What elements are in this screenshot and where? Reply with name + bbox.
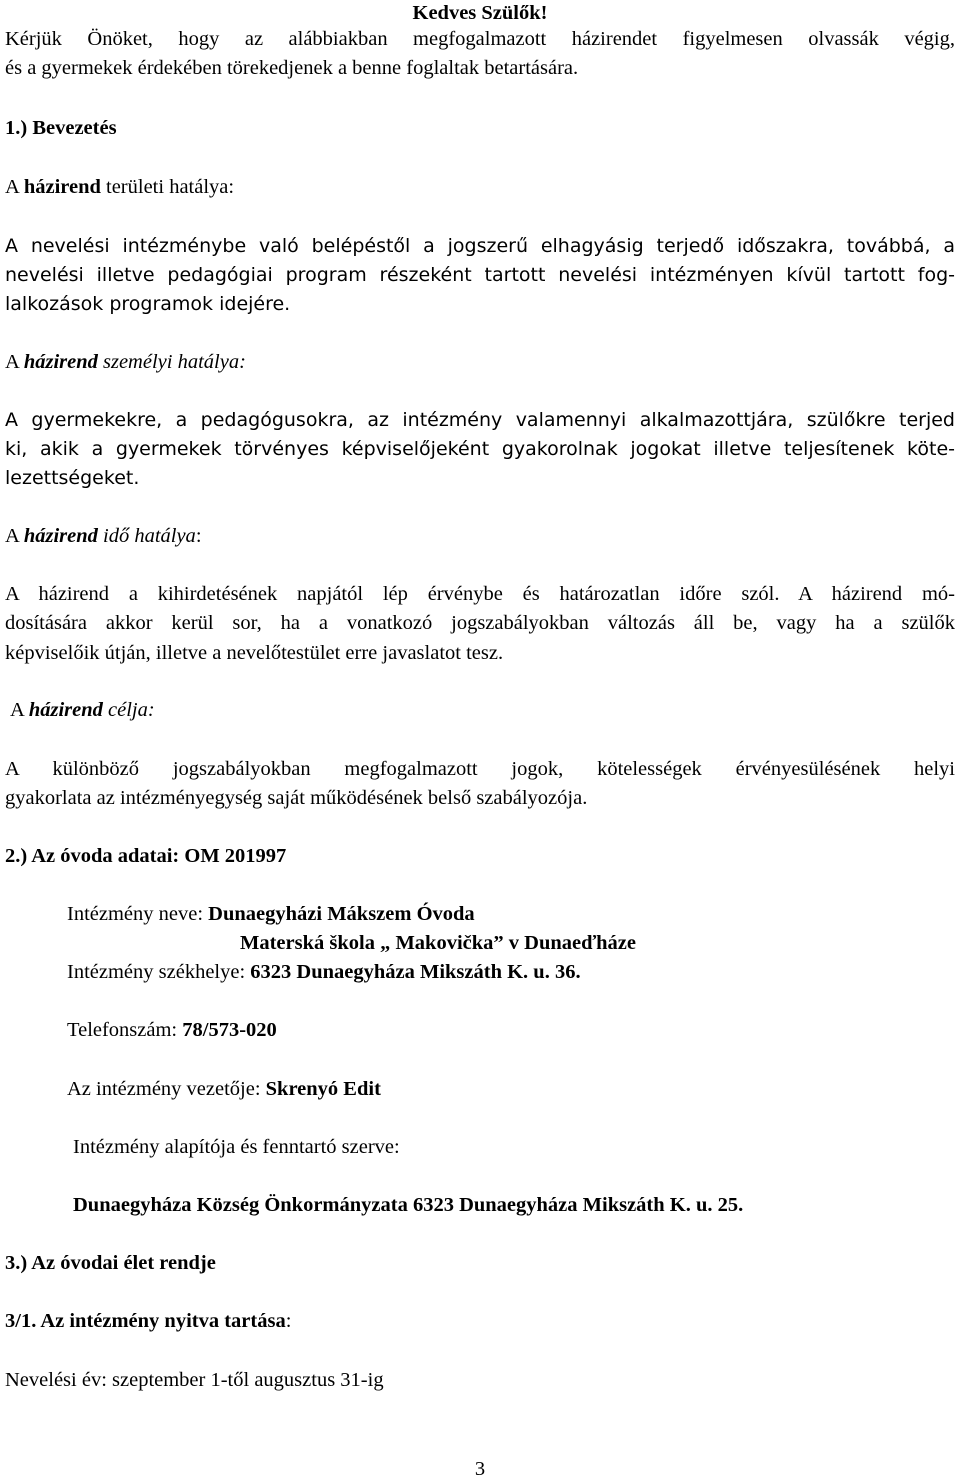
goal-line-2: gyakorlata az intézményegység saját működésének belső szabályozója. — [5, 787, 588, 809]
intro-line-1: Kérjük Önöket, hogy az alábbiakban megfogalmazott házirendet figyelmesen olvassák végig, — [5, 28, 955, 50]
opening-hours-heading: 3/1. Az intézmény nyitva tartása: — [5, 1310, 292, 1332]
territorial-scope-line-1: A nevelési intézménybe való belépéstől a jogszerű elhagyásig terjedő időszakra, továbbá, a — [5, 235, 955, 257]
personal-scope-line-1: A gyermekekre, a pedagógusokra, az intézmény valamennyi alkalmazottjára, szülőkre terjed — [5, 409, 955, 431]
section-1-heading: 1.) Bevezetés — [5, 117, 117, 139]
phone-row: Telefonszám: 78/573-020 — [67, 1019, 277, 1041]
personal-scope-label: A házirend személyi hatálya: — [5, 351, 246, 373]
goal-label: A házirend célja: — [10, 699, 155, 721]
goal-line-1: A különböző jogszabályokban megfogalmazott jogok, kötelességek érvényesülésének helyi — [5, 758, 955, 780]
founder-label: Intézmény alapítója és fenntartó szerve: — [73, 1136, 400, 1158]
territorial-scope-label: A házirend területi hatálya: — [5, 176, 235, 198]
greeting: Kedves Szülők! — [412, 2, 548, 24]
section-3-heading: 3.) Az óvodai élet rendje — [5, 1252, 216, 1274]
founder-value: Dunaegyháza Község Önkormányzata 6323 Dunaegyháza Mikszáth K. u. 25. — [73, 1194, 744, 1216]
institution-seat-row: Intézmény székhelye: 6323 Dunaegyháza Mikszáth K. u. 36. — [67, 961, 581, 983]
educational-year-line: Nevelési év: szeptember 1-től augusztus 31-ig — [5, 1369, 384, 1391]
territorial-scope-line-3: lalkozások programok idejére. — [5, 293, 291, 315]
territorial-scope-line-2: nevelési illetve pedagógiai program részeként tartott nevelési intézményen kívül tartott fog- — [5, 264, 955, 286]
intro-line-2: és a gyermekek érdekében törekedjenek a benne foglaltak betartására. — [5, 57, 579, 79]
time-scope-line-1: A házirend a kihirdetésének napjától lép érvénybe és határozatlan időre szól. A házirend mó- — [5, 583, 955, 605]
head-row: Az intézmény vezetője: Skrenyó Edit — [67, 1078, 381, 1100]
time-scope-line-3: képviselőik útján, illetve a nevelőtestület erre javaslatot tesz. — [5, 642, 504, 664]
section-2-heading: 2.) Az óvoda adatai: OM 201997 — [5, 845, 287, 867]
institution-name-slovak: Materská škola „ Makovička” v Dunaeďháze — [240, 932, 636, 954]
time-scope-label: A házirend idő hatálya: — [5, 525, 202, 547]
time-scope-line-2: dosítására akkor kerül sor, ha a vonatkozó jogszabályokban változás áll be, vagy ha a szülők — [5, 612, 955, 634]
institution-name-row: Intézmény neve: Dunaegyházi Mákszem Óvoda — [67, 903, 475, 925]
personal-scope-line-2: ki, akik a gyermekek törvényes képviselőjeként gyakorolnak jogokat illetve teljesítenek köte- — [5, 438, 955, 460]
page-number: 3 — [474, 1458, 486, 1480]
personal-scope-line-3: lezettségeket. — [5, 467, 140, 489]
